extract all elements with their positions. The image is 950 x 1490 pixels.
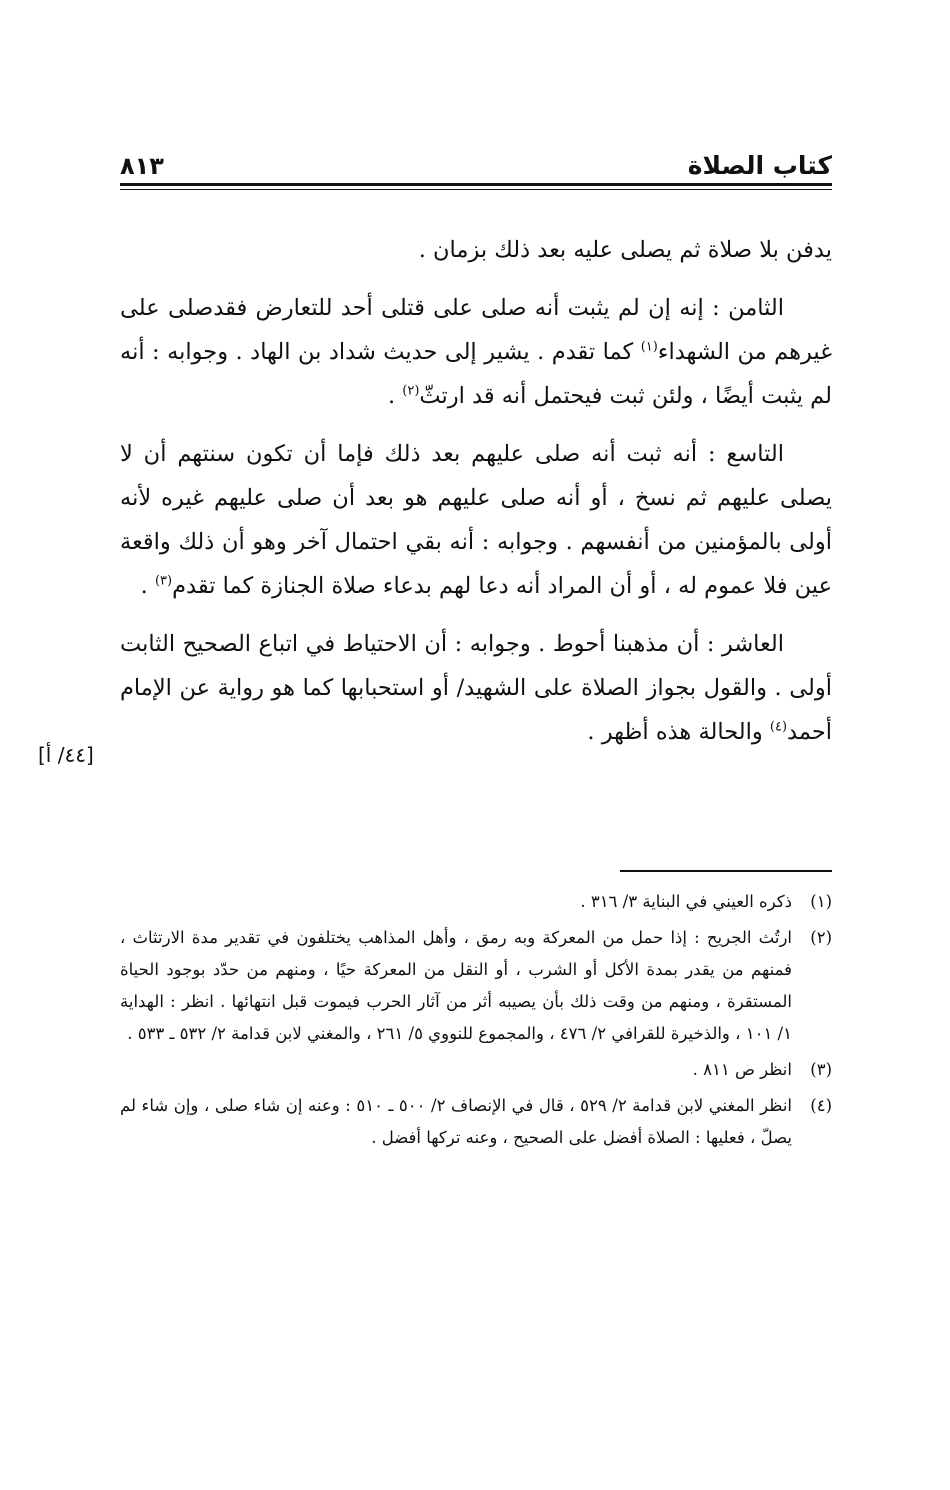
paragraph-2-text-c: .: [387, 383, 403, 409]
footnote-3: [120, 1054, 832, 1086]
main-text: [120, 228, 832, 768]
paragraph-4-text-a: العاشر : أن مذهبنا أحوط . وجوابه : أن الاحتياط في اتباع الصحيح الثابت أولى . والقول بجواز الصلاة على الشهيد/ أو استحبابها كما هو رواية عن الإمام أحمد: [120, 631, 832, 745]
page-number: ٨١٣: [120, 152, 164, 180]
footnote-number: (٤): [810, 1096, 832, 1115]
paragraph-4: [120, 622, 832, 754]
footnote-ref-3: (٣): [154, 573, 173, 589]
paragraph-4-text-b: والحالة هذه أظهر .: [587, 719, 770, 745]
running-title: كتاب الصلاة: [687, 151, 832, 180]
footnote-text: ارتُث الجريح : إذا حمل من المعركة وبه رمق ، وأهل المذاهب يختلفون في تقدير مدة الارتثاث ، فمنهم من يقدر بمدة الأكل أو الشرب ، أو النقل من المعركة حيًا ، ومنهم من حدّد بوجود الحياة المستقرة ، ومنهم من وقت ذلك بأن يصيبه أثر من آثار الحرب فيموت قبل انتهائها . انظر : الهداية ١/ ١٠١ ، والذخيرة للقرافي ٢/ ٤٧٦ ، والمجموع للنووي ٥/ ٢٦١ ، والمغني لابن قدامة ٢/ ٥٣٢ ـ ٥٣٣ .: [120, 928, 792, 1043]
paragraph-2-text-b: كما تقدم . يشير إلى حديث شداد بن الهاد . وجوابه : أنه لم يثبت أيضًا ، ولئن ثبت فيحتمل أنه قد ارتثّ: [120, 339, 832, 409]
paragraph-2-text-a: الثامن : إنه إن لم يثبت أنه صلى على قتلى أحد للتعارض فقدصلى على غيرهم من الشهداء: [120, 295, 832, 365]
footnote-number: (٢): [810, 928, 832, 947]
footnote-1: [120, 886, 832, 918]
footnote-separator: [620, 870, 832, 872]
paragraph-2: [120, 286, 832, 418]
header-rule-thick: [120, 183, 832, 186]
footnote-ref-2: (٢): [402, 383, 420, 399]
footnote-4: [120, 1090, 832, 1154]
paragraph-3-text-a: التاسع : أنه ثبت أنه صلى عليهم بعد ذلك فإما أن تكون سنتهم أن لا يصلى عليهم ثم نسخ ، أو أنه صلى عليهم هو بعد أن صلى عليهم غيره لأنه أولى بالمؤمنين من أنفسهم . وجوابه : أنه بقي احتمال آخر وهو أن ذلك واقعة عين فلا عموم له ، أو أن المراد أنه دعا لهم بدعاء صلاة الجنازة كما تقدم: [120, 441, 832, 599]
paragraph-1-text: يدفن بلا صلاة ثم يصلى عليه بعد ذلك بزمان .: [418, 237, 832, 263]
footnote-text: ذكره العيني في البناية ٣/ ٣١٦ .: [580, 892, 792, 911]
footnote-2: [120, 922, 832, 1050]
footnote-number: (١): [810, 892, 832, 911]
footnote-ref-1: (١): [640, 339, 658, 355]
manuscript-folio-marker: [٤٤/ أ]: [38, 743, 94, 767]
footnote-ref-4: (٤): [769, 719, 788, 735]
footnote-text: انظر المغني لابن قدامة ٢/ ٥٢٩ ، قال في الإنصاف ٢/ ٥٠٠ ـ ٥١٠ : وعنه إن شاء صلى ، وإن شاء لم يصلّ ، فعليها : الصلاة أفضل على الصحيح ، وعنه تركها أفضل .: [120, 1096, 793, 1147]
page-header: [120, 140, 832, 180]
footnote-text: انظر ص ٨١١ .: [692, 1060, 792, 1079]
footnotes: [120, 886, 832, 1158]
paragraph-3-text-b: .: [140, 573, 155, 599]
header-rule-thin: [120, 189, 832, 190]
paragraph-1: [120, 228, 832, 272]
footnote-number: (٣): [810, 1060, 832, 1079]
paragraph-3: [120, 432, 832, 608]
